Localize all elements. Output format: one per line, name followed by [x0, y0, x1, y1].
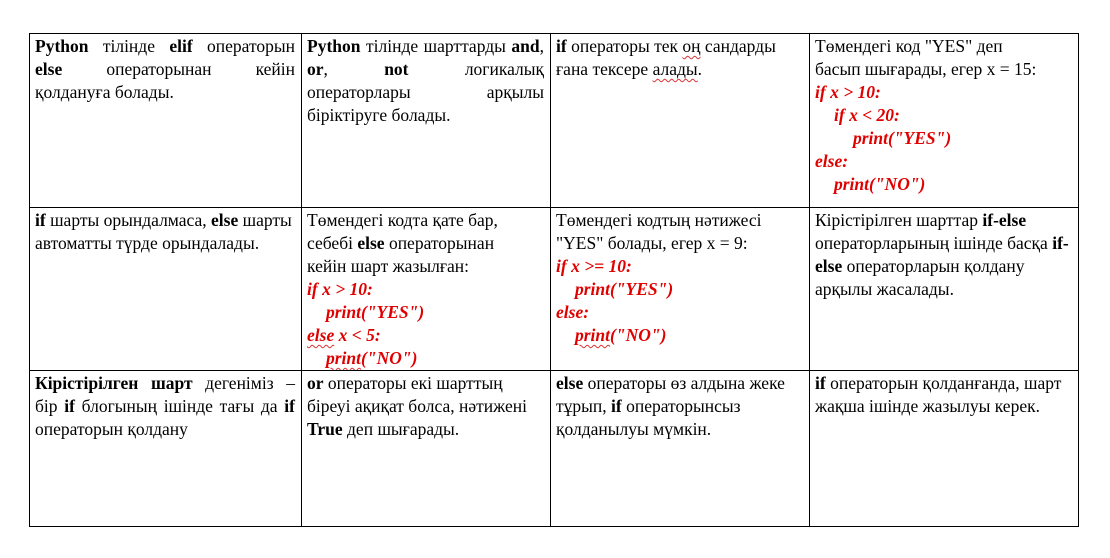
cell-text: Төмендегі кодта қате бар,	[307, 210, 498, 230]
cell-r2c3	[551, 208, 810, 371]
cell-text: басып шығарады, егер x = 15:	[815, 59, 1037, 79]
cell-text: Төмендегі кодтың нәтижесі	[556, 210, 762, 230]
code-line: if x > 10:	[307, 279, 373, 299]
code-line: print("YES")	[575, 279, 674, 299]
cell-text: операторын қолдану	[35, 419, 188, 439]
cell-text: if	[35, 210, 46, 230]
cell-text: оң	[682, 36, 701, 56]
cell-text: and	[511, 36, 540, 56]
cell-r1c2	[302, 34, 551, 208]
cell-text: кейін шарт жазылған:	[307, 256, 470, 276]
cell-text: if	[556, 36, 567, 56]
code-line: if x >= 10:	[556, 256, 632, 276]
cell-text: if	[64, 396, 75, 416]
cell-text: шарты орындалмаса,	[45, 210, 212, 230]
code-line: else:	[815, 151, 849, 171]
code-line: print	[326, 348, 362, 368]
cell-text: True	[307, 419, 343, 439]
cell-r2c2	[302, 208, 551, 371]
cell-text: операторларының ішінде басқа	[815, 233, 1053, 253]
cell-text: сандарды ғана тексере	[556, 36, 776, 79]
code-line: ("NO")	[361, 348, 418, 368]
cell-text: Кірістірілген шарттар	[815, 210, 983, 230]
table-row	[30, 371, 1079, 527]
quiz-table	[29, 33, 1079, 527]
code-line: ("NO")	[610, 325, 667, 345]
cell-text: "YES" болады, егер x = 9:	[556, 233, 748, 253]
cell-r1c3	[551, 34, 810, 208]
cell-text: if	[284, 396, 295, 416]
cell-text: ,	[323, 59, 385, 79]
cell-text: else	[35, 59, 63, 79]
cell-text: алады	[652, 59, 698, 79]
cell-text: Төмендегі код "YES" деп	[815, 36, 1003, 56]
cell-text: if-else	[815, 233, 1069, 276]
code-line: else	[307, 325, 335, 345]
cell-text: else	[556, 373, 584, 393]
code-line: print	[575, 325, 611, 345]
code-line: if x > 10:	[815, 82, 881, 102]
cell-text: else	[357, 233, 385, 253]
code-line: print("YES")	[853, 128, 952, 148]
code-line: print("NO")	[834, 174, 926, 194]
cell-text: if	[611, 396, 622, 416]
code-line: print("YES")	[326, 302, 425, 322]
cell-text: тілінде	[88, 36, 170, 56]
cell-text: операторларын қолдану арқылы жасалады.	[815, 256, 1025, 299]
cell-r3c4	[810, 371, 1079, 527]
cell-text: not	[384, 59, 409, 79]
cell-text: elif	[169, 36, 193, 56]
cell-text: операторын	[192, 36, 295, 56]
cell-text: дегеніміз – бір	[35, 373, 295, 416]
cell-text: Python	[35, 36, 89, 56]
cell-text: Python	[307, 36, 361, 56]
cell-text: шарты автоматты түрде орындалады.	[35, 210, 292, 253]
cell-text: if	[815, 373, 826, 393]
cell-r2c4	[810, 208, 1079, 371]
cell-text: операторынан кейін қолдануға болады.	[35, 59, 295, 102]
cell-text: or	[307, 59, 324, 79]
cell-r2c1	[30, 208, 302, 371]
cell-r1c4	[810, 34, 1079, 208]
cell-text: .	[697, 59, 703, 79]
cell-text: операторы тек	[566, 36, 683, 56]
cell-text: else	[211, 210, 239, 230]
cell-text: блогының ішінде тағы да	[74, 396, 285, 416]
table-row	[30, 34, 1079, 208]
cell-text: ,	[539, 36, 544, 56]
cell-r3c1	[30, 371, 302, 527]
cell-text: себебі	[307, 233, 358, 253]
cell-text: логикалық операторлары арқылы біріктіруге болады.	[307, 59, 544, 125]
code-line: if x < 20:	[834, 105, 900, 125]
cell-text: if-else	[982, 210, 1027, 230]
cell-r3c2	[302, 371, 551, 527]
cell-text: тілінде шарттарды	[360, 36, 512, 56]
code-line: x < 5:	[334, 325, 381, 345]
cell-text: or	[307, 373, 324, 393]
cell-text: деп шығарады.	[342, 419, 460, 439]
cell-text: операторынсыз қолданылуы мүмкін.	[556, 396, 741, 439]
code-line: else:	[556, 302, 590, 322]
cell-text: операторынан	[384, 233, 495, 253]
cell-text: операторы екі шарттың біреуі ақиқат болса, нәтижені	[307, 373, 527, 416]
cell-text: Кірістірілген шарт	[35, 373, 193, 393]
cell-text: операторы өз алдына жеке тұрып,	[556, 373, 785, 416]
cell-r1c1	[30, 34, 302, 208]
cell-text: операторын қолданғанда, шарт жақша ішінде жазылуы керек.	[815, 373, 1062, 416]
cell-r3c3	[551, 371, 810, 527]
table-row	[30, 208, 1079, 371]
